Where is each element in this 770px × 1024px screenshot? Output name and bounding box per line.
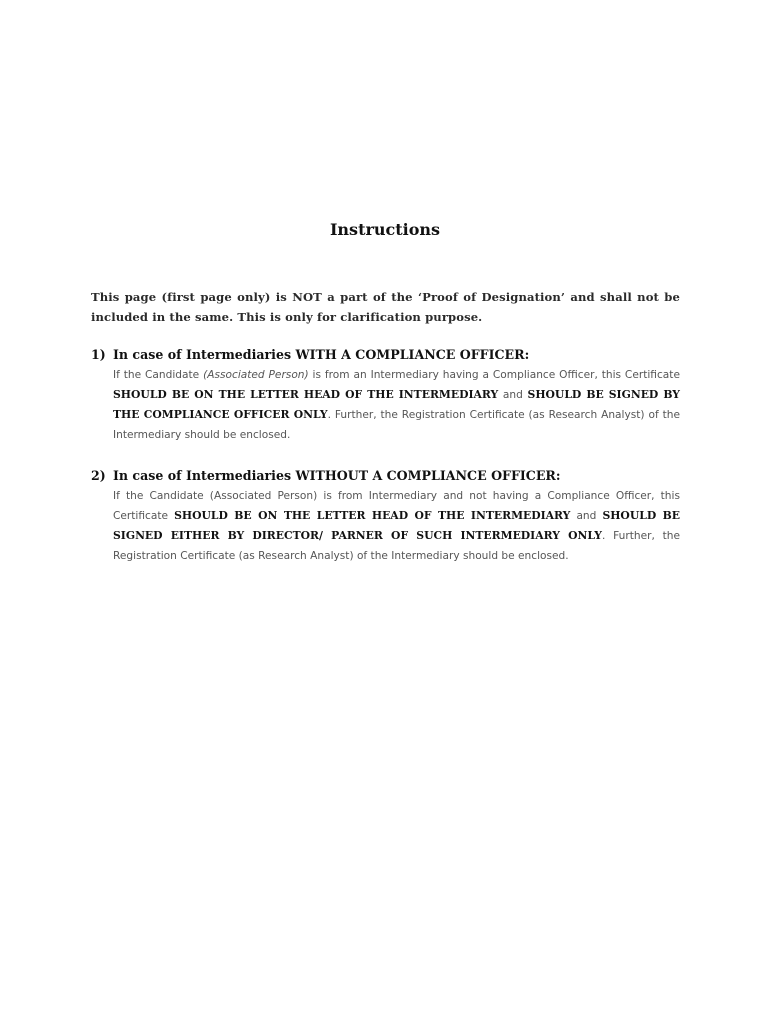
body-bold-text: SHOULD BE SIGNED BY THE COMPLIANCE OFFICER ONLY xyxy=(113,388,680,421)
section-body xyxy=(113,486,680,566)
section-without-compliance-officer xyxy=(91,466,680,566)
body-text: and xyxy=(498,389,528,401)
body-text: If the Candidate xyxy=(113,369,204,381)
page-title: Instructions xyxy=(329,220,441,239)
section-with-compliance-officer xyxy=(91,345,680,445)
body-bold-text: SHOULD BE SIGNED EITHER BY DIRECTOR/ PARNER OF SUCH INTERMEDIARY ONLY xyxy=(113,509,681,542)
section-heading-text: In case of Intermediaries WITH A COMPLIANCE OFFICER: xyxy=(113,347,530,362)
body-text: is from an Intermediary having a Compliance Officer, this Certificate xyxy=(308,369,680,381)
body-text: and xyxy=(570,510,603,522)
body-bold-text: SHOULD BE ON THE LETTER HEAD OF THE INTERMEDIARY xyxy=(174,509,571,522)
section-heading-text: In case of Intermediaries WITHOUT A COMPLIANCE OFFICER: xyxy=(113,468,561,483)
body-bold-text: SHOULD BE ON THE LETTER HEAD OF THE INTERMEDIARY xyxy=(113,388,499,401)
body-text: . Further, the Registration Certificate (as Research Analyst) of the Intermediary should be enclosed. xyxy=(113,409,680,441)
section-body xyxy=(113,365,680,445)
body-italic-text: (Associated Person) xyxy=(203,369,309,381)
section-number: 2) xyxy=(91,468,106,483)
body-text: . Further, the Registration Certificate (as Research Analyst) of the Intermediary should be enclosed. xyxy=(113,530,680,562)
section-number: 1) xyxy=(91,347,106,362)
section-heading xyxy=(91,466,680,486)
body-text: If the Candidate (Associated Person) is from Intermediary and not having a Compliance Officer, this Certificate xyxy=(113,490,680,522)
section-heading xyxy=(91,345,680,365)
intro-paragraph: This page (first page only) is NOT a part of the ‘Proof of Designation’ and shall not be included in the same. This is only for clarification purpose. xyxy=(91,290,680,324)
